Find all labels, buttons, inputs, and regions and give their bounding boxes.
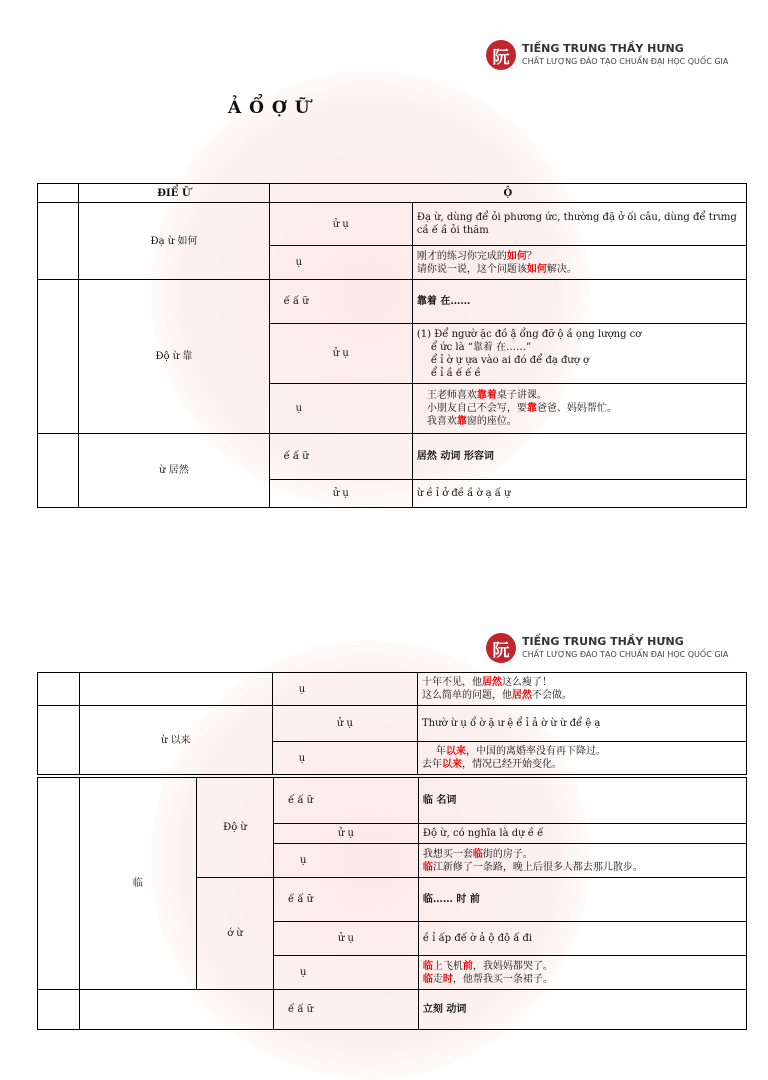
- lin-verb-label: Độ ừ: [197, 778, 274, 878]
- header-content: Ộ: [269, 184, 746, 203]
- grammar-table-continued: [37, 672, 747, 775]
- usage-text: (1) Để ngườ ặc đồ ậ ổng đỡ ộ ầ ọng lượng cơ ể ức là “靠着 在……” ể ỉ ờ ự ựa vào ai đó để đạ đượ ợ ể ỉ ầ ế ế ề: [412, 324, 746, 384]
- brand-tagline: CHẤT LƯỢNG ĐÀO TẠO CHUẨN ĐẠI HỌC QUỐC GIA: [522, 650, 729, 659]
- grammar-point-yilai: ừ 以来: [79, 706, 272, 775]
- example-label: ụ: [269, 246, 412, 280]
- usage-label: ử ụ: [273, 922, 418, 956]
- example-text: 年以来，中国的离婚率没有再下降过。 去年以来，情况已经开始变化。: [417, 742, 746, 775]
- usage-text: ề ỉ ấp đế ờ ả ộ độ ấ đi: [418, 922, 746, 956]
- grammar-table-lin: [37, 777, 747, 1030]
- brand-tagline: CHẤT LƯỢNG ĐÀO TẠO CHUẨN ĐẠI HỌC QUỐC GIA: [522, 57, 729, 66]
- grammar-point-juran: ừ 居然: [79, 434, 269, 508]
- structure-text: 临 名词: [418, 778, 746, 824]
- brand-name: TIẾNG TRUNG THẦY HƯNG: [522, 42, 684, 55]
- usage-label: ử ụ: [269, 324, 412, 384]
- lin-prep-label: ớ ừ: [197, 878, 274, 990]
- brand-logo-icon: 阮: [486, 633, 516, 663]
- grammar-point-kao: Độ ừ 靠: [79, 280, 269, 434]
- example-label: ụ: [272, 742, 417, 775]
- usage-label: ử ụ: [273, 824, 418, 844]
- example-label: ụ: [273, 956, 418, 990]
- page-title: Ả Ổ Ợ Ữ: [228, 98, 311, 118]
- usage-label: ử ụ: [269, 480, 412, 508]
- structure-label: ế ấ ữ: [269, 434, 412, 480]
- brand-header: [486, 633, 728, 663]
- structure-label: ế ấ ữ: [273, 878, 418, 922]
- structure-text: 立刻 动词: [418, 990, 746, 1030]
- example-label: ụ: [272, 673, 417, 706]
- header-cell-empty: [38, 184, 79, 203]
- example-text: 王老师喜欢靠着桌子讲课。 小朋友自己不会写，要靠爸爸、妈妈帮忙。 我喜欢靠窗的座位。: [412, 384, 746, 434]
- structure-text: 靠着 在……: [412, 280, 746, 324]
- example-label: ụ: [273, 844, 418, 878]
- example-text: 十年不见，他居然这么瘦了！ 这么简单的问题，他居然不会做。: [417, 673, 746, 706]
- example-text: 刚才的练习你完成的如何？ 请你说一说，这个问题该如何解决。: [412, 246, 746, 280]
- structure-label: ế ấ ữ: [273, 990, 418, 1030]
- brand-logo-icon: 阮: [486, 40, 516, 70]
- grammar-point-lin: 临: [79, 778, 196, 990]
- grammar-table: [37, 183, 747, 508]
- usage-text: ừ ề ỉ ở đề ầ ờ ạ ấ ự: [412, 480, 746, 508]
- example-text: 临上飞机前，我妈妈都哭了。 临走时，他帮我买一条裙子。: [418, 956, 746, 990]
- example-text: 我想买一套临街的房子。 临江新修了一条路，晚上后很多人都去那儿散步。: [418, 844, 746, 878]
- structure-label: ế ấ ữ: [273, 778, 418, 824]
- example-label: ụ: [269, 384, 412, 434]
- brand-header: [486, 40, 728, 70]
- structure-text: 居然 动词 形容词: [412, 434, 746, 480]
- usage-text: Thườ ừ ụ ổ ờ ặ ư ệ ể ỉ ả ờ ừ ừ để ệ ạ: [417, 706, 746, 742]
- header-point: ĐIỂ Ữ: [79, 184, 269, 203]
- structure-text: 临…… 时 前: [418, 878, 746, 922]
- usage-text: Đạ ừ, dùng để ỏi phương ức, thường đặ ở ối câu, dùng để trưng cầ ế ầ ỏi thăm: [412, 203, 746, 246]
- usage-label: ử ụ: [269, 203, 412, 246]
- grammar-point-ruhe: Đạ ừ 如何: [79, 203, 269, 280]
- structure-label: ế ấ ữ: [269, 280, 412, 324]
- usage-text: Độ ừ, có nghĩa là dự ề ế: [418, 824, 746, 844]
- usage-label: ử ụ: [272, 706, 417, 742]
- brand-name: TIẾNG TRUNG THẦY HƯNG: [522, 635, 684, 648]
